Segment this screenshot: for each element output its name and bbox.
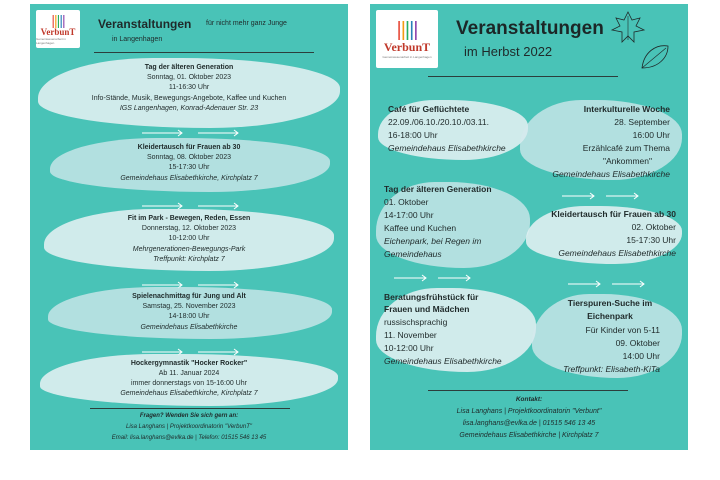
footer-question: Fragen? Wenden Sie sich gern an: <box>139 413 239 419</box>
event-title: Eichenpark <box>587 311 633 321</box>
event-date: 09. Oktober <box>615 338 660 348</box>
event-title: Hockergymnastik "Hocker Rocker" <box>130 360 248 367</box>
event-place: Gemeindehaus Elisabethkirche, Kirchplatz 7 <box>120 390 258 397</box>
footer-heading: Kontakt: <box>515 396 543 403</box>
event-place: Gemeindehaus Elisabethkirche <box>552 169 670 179</box>
logo <box>36 10 80 48</box>
event-title: Frauen und Mädchen <box>384 304 470 314</box>
event-time: 15-17:30 Uhr <box>168 164 210 171</box>
footer-email: lisa.langhans@evlka.de | 01515 546 13 45 <box>462 420 596 427</box>
logo-tagline: Gemeinwesenarbeit in Langenhagen <box>382 54 432 59</box>
event-language: russischsprachig <box>384 317 448 327</box>
event-title: Spielenachmittag für Jung und Alt <box>132 293 246 300</box>
event-time: 14-18:00 Uhr <box>168 313 210 320</box>
event-title: Fit im Park - Bewegen, Reden, Essen <box>127 215 251 222</box>
logo <box>376 10 438 68</box>
event-time: 14-17:00 Uhr <box>384 210 434 220</box>
event-desc: "Ankommen" <box>602 156 652 166</box>
arrow-divider-icon <box>566 276 646 286</box>
event-meeting-point: Treffpunkt: Kirchplatz 7 <box>153 256 225 263</box>
event-title: Interkulturelle Woche <box>583 104 670 114</box>
footer-divider <box>90 408 290 409</box>
leaf-icon <box>638 42 672 72</box>
flyer-left <box>30 4 348 450</box>
event-place: Gemeindehaus Elisabethkirche, Kirchplatz 7 <box>120 175 258 182</box>
event-title: Tag der älteren Generation <box>384 184 492 194</box>
hand-logo-icon: ||||| <box>51 12 65 28</box>
logo-tagline: Gemeinwesenarbeit in Langenhagen <box>36 37 66 45</box>
event-time: 16-18:00 Uhr <box>388 130 438 140</box>
event-desc: Info-Stände, Musik, Bewegungs-Angebote, Kaffee und Kuchen <box>91 95 287 102</box>
event-time: 16:00 Uhr <box>632 130 670 140</box>
event-time: 11-16:30 Uhr <box>168 84 210 91</box>
page-subtitle: für nicht mehr ganz Junge <box>206 20 287 27</box>
event-dates: 22.09./06.10./20.10./03.11. <box>388 117 489 127</box>
event-title: Tag der älteren Generation <box>144 64 234 71</box>
arrow-divider-icon <box>560 188 640 198</box>
event-date: Ab 11. Januar 2024 <box>158 370 220 377</box>
event-date: Sonntag, 08. Oktober 2023 <box>146 154 232 161</box>
event-audience: Für Kinder von 5-11 <box>585 325 660 335</box>
event-place: Treffpunkt: Elisabeth-KiTa <box>563 364 660 374</box>
event-date: 01. Oktober <box>384 197 429 207</box>
event-date: 11. November <box>384 330 437 340</box>
flyer-right <box>370 4 688 450</box>
page-title: Veranstaltungen <box>98 17 192 31</box>
event-title: Kleidertausch für Frauen ab 30 <box>137 144 241 151</box>
footer-address: Gemeindehaus Elisabethkirche | Kirchplatz 7 <box>459 432 599 439</box>
arrow-divider-icon <box>140 198 240 208</box>
event-date: Sonntag, 01. Oktober 2023 <box>146 74 232 81</box>
event-place: Gemeindehaus <box>384 249 442 259</box>
event-place: Gemeindehaus Elisabethkirche <box>388 143 506 153</box>
hand-logo-icon: ||||| <box>396 18 418 41</box>
logo-word: VerbunT <box>383 39 431 54</box>
logo-word: VerbunT <box>40 27 76 37</box>
event-title: Tierspuren-Suche im <box>567 298 653 308</box>
arrow-divider-icon <box>140 125 240 135</box>
event-place: Eichenpark, bei Regen im <box>384 236 482 246</box>
header-divider <box>428 76 618 77</box>
header-divider <box>94 52 314 53</box>
event-time: 10-12:00 Uhr <box>384 343 434 353</box>
arrow-divider-icon <box>140 277 240 287</box>
footer-contact: Lisa Langhans | Projektkoordinatorin "Verbunt" <box>456 408 602 415</box>
footer-email: Email: lisa.langhans@evlka.de | Telefon: 01515 546 13 45 <box>111 435 267 441</box>
event-time: 14:00 Uhr <box>622 351 660 361</box>
event-place: Gemeindehaus Elisabethkirche <box>558 248 676 258</box>
footer-divider <box>428 390 628 391</box>
event-place: Gemeindehaus Elisabethkirche <box>384 356 502 366</box>
event-place: Mehrgenerationen-Bewegungs-Park <box>132 246 246 253</box>
event-time: immer donnerstags von 15-16:00 Uhr <box>131 380 247 387</box>
event-title: Beratungsfrühstück für <box>384 292 479 302</box>
event-date: Samstag, 25. November 2023 <box>142 303 236 310</box>
page-subtitle: im Herbst 2022 <box>464 44 553 59</box>
event-time: 10-12:00 Uhr <box>168 235 210 242</box>
event-place: IGS Langenhagen, Konrad-Adenauer Str. 23 <box>119 105 259 112</box>
event-date: Donnerstag, 12. Oktober 2023 <box>141 225 237 232</box>
event-date: 02. Oktober <box>631 222 676 232</box>
event-title: Café für Geflüchtete <box>388 104 470 114</box>
event-date: 28. September <box>614 117 670 127</box>
event-desc: Erzählcafé zum Thema <box>582 143 670 153</box>
event-place: Gemeindehaus Elisabethkirche <box>140 324 238 331</box>
event-title: Kleidertausch für Frauen ab 30 <box>551 209 676 219</box>
footer-contact: Lisa Langhans | Projektkoordinatorin "VerbunT" <box>125 424 252 430</box>
arrow-divider-icon <box>140 344 240 354</box>
arrow-divider-icon <box>392 270 472 280</box>
leaf-icon <box>610 10 646 44</box>
event-time: 15-17:30 Uhr <box>626 235 676 245</box>
page-title: Veranstaltungen <box>456 18 604 39</box>
page-location: in Langenhagen <box>112 36 163 43</box>
event-desc: Kaffee und Kuchen <box>384 223 457 233</box>
